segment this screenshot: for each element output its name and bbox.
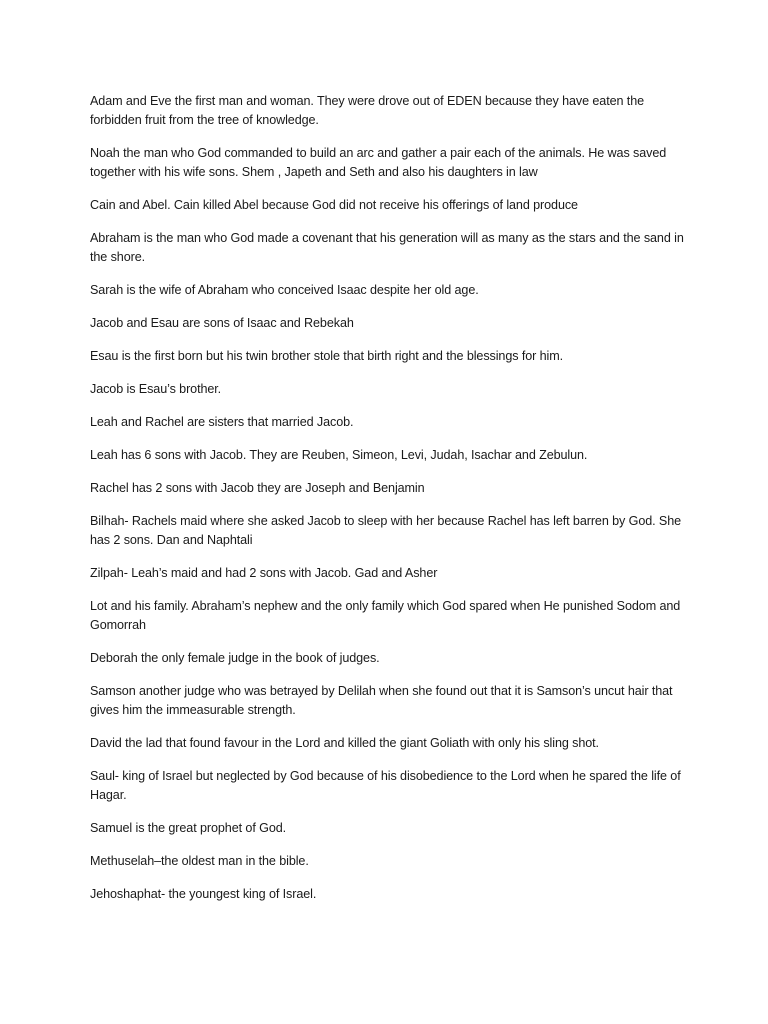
- paragraph: Rachel has 2 sons with Jacob they are Joseph and Benjamin: [90, 481, 425, 495]
- paragraph: Bilhah- Rachels maid where she asked Jacob to sleep with her because Rachel has left barren by God. She has 2 sons. Dan and Naphtali: [90, 514, 682, 547]
- paragraph: Leah has 6 sons with Jacob. They are Reuben, Simeon, Levi, Judah, Isachar and Zebulun.: [90, 448, 588, 462]
- paragraph: Methuselah–the oldest man in the bible.: [90, 854, 309, 868]
- paragraph: David the lad that found favour in the Lord and killed the giant Goliath with only his sling shot.: [90, 736, 599, 750]
- paragraph: Samuel is the great prophet of God.: [90, 821, 287, 835]
- paragraph: Deborah the only female judge in the book of judges.: [90, 651, 380, 665]
- paragraph: Leah and Rachel are sisters that married Jacob.: [90, 415, 354, 429]
- document-body: [90, 92, 690, 918]
- paragraph: Abraham is the man who God made a covenant that his generation will as many as the stars and the sand in the shore.: [90, 231, 684, 264]
- paragraph: Adam and Eve the first man and woman. They were drove out of EDEN because they have eaten the forbidden fruit from the tree of knowledge.: [90, 94, 645, 127]
- paragraph: Jehoshaphat- the youngest king of Israel.: [90, 887, 317, 901]
- paragraph: Lot and his family. Abraham’s nephew and the only family which God spared when He punished Sodom and Gomorrah: [90, 599, 681, 632]
- paragraph: Samson another judge who was betrayed by Delilah when she found out that it is Samson’s uncut hair that gives him the immeasurable strength.: [90, 684, 673, 717]
- paragraph: Jacob and Esau are sons of Isaac and Rebekah: [90, 316, 354, 330]
- paragraph: Saul- king of Israel but neglected by God because of his disobedience to the Lord when he spared the life of Hagar.: [90, 769, 681, 802]
- paragraph: Jacob is Esau’s brother.: [90, 382, 222, 396]
- paragraph: Sarah is the wife of Abraham who conceived Isaac despite her old age.: [90, 283, 479, 297]
- paragraph: Esau is the first born but his twin brother stole that birth right and the blessings for him.: [90, 349, 564, 363]
- paragraph: Cain and Abel. Cain killed Abel because God did not receive his offerings of land produce: [90, 198, 578, 212]
- paragraph: Zilpah- Leah’s maid and had 2 sons with Jacob. Gad and Asher: [90, 566, 438, 580]
- paragraph: Noah the man who God commanded to build an arc and gather a pair each of the animals. He was saved together with his wife sons. Shem , Japeth and Seth and also his daughters in law: [90, 146, 667, 179]
